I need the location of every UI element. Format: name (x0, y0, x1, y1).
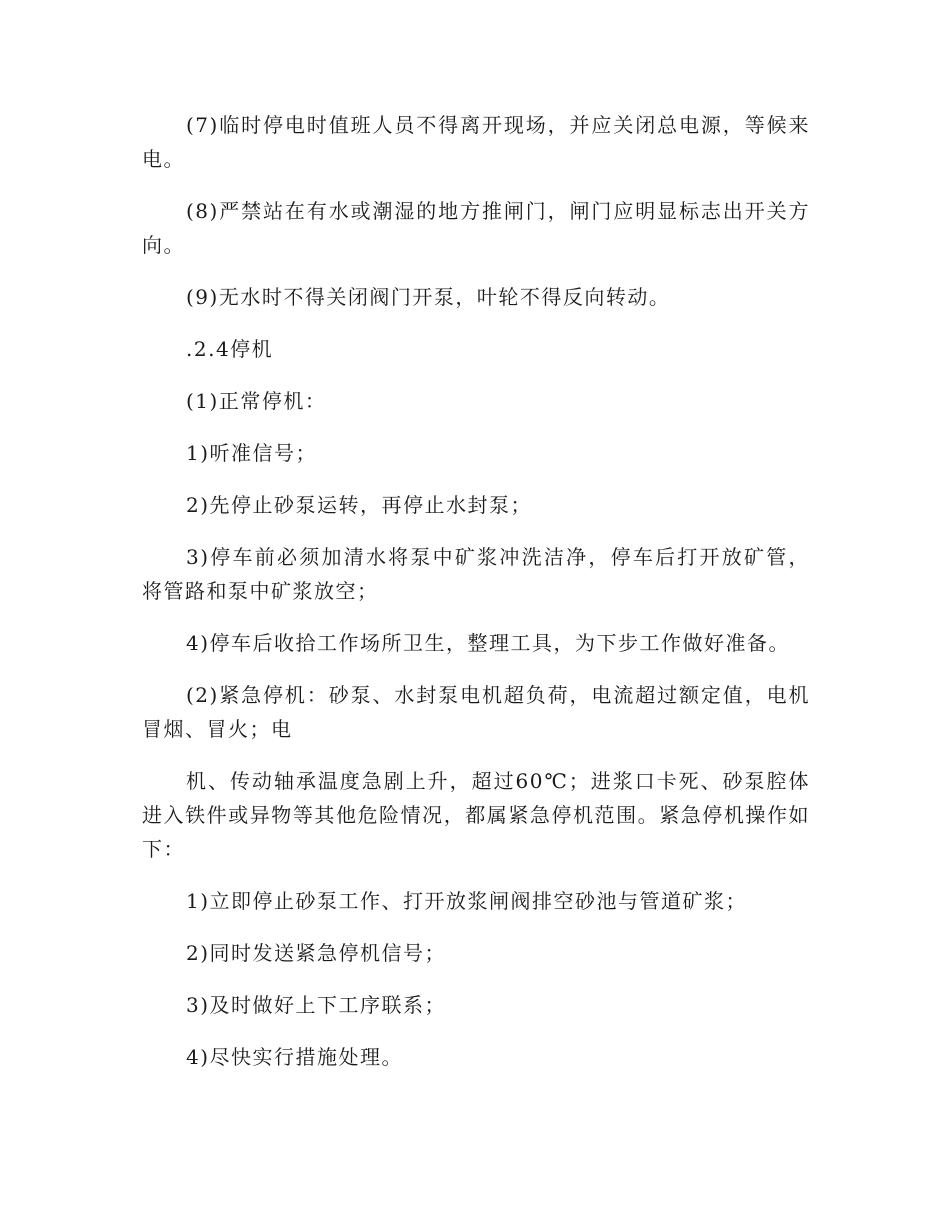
paragraph-emergency-shutdown: (2)紧急停机：砂泵、水封泵电机超负荷，电流超过额定值，电机冒烟、冒火；电 (142, 683, 810, 741)
paragraph-emergency-continued: 机、传动轴承温度急剧上升，超过60℃；进浆口卡死、砂泵腔体进入铁件或异物等其他危险情况，都属紧急停机范围。紧急停机操作如下： (142, 769, 810, 861)
list-item-emergency-2: 2)同时发送紧急停机信号； (186, 941, 447, 965)
list-item-emergency-4: 4)尽快实行措施处理。 (186, 1045, 404, 1069)
list-item-emergency-1: 1)立即停止砂泵工作、打开放浆闸阀排空砂池与管道矿浆； (186, 889, 748, 913)
paragraph-9-no-water: (9)无水时不得关闭阀门开泵，叶轮不得反向转动。 (186, 285, 671, 309)
paragraph-normal-shutdown: (1)正常停机： (186, 389, 327, 413)
document-body (142, 108, 810, 1074)
section-heading-shutdown: .2.4停机 (186, 337, 274, 361)
list-item-emergency-3: 3)及时做好上下工序联系； (186, 993, 447, 1017)
list-item-normal-4: 4)停车后收拾工作场所卫生，整理工具，为下步工作做好准备。 (186, 631, 791, 655)
paragraph-8-gate-safety: (8)严禁站在有水或潮湿的地方推闸门，闸门应明显标志出开关方向。 (142, 199, 810, 257)
list-item-normal-1: 1)听准信号； (186, 441, 318, 465)
list-item-normal-2: 2)先停止砂泵运转，再停止水封泵； (186, 493, 533, 517)
paragraph-7-power-outage: (7)临时停电时值班人员不得离开现场，并应关闭总电源，等候来电。 (142, 113, 810, 171)
list-item-normal-3: 3)停车前必须加清水将泵中矿浆冲洗洁净，停车后打开放矿管，将管路和泵中矿浆放空； (142, 545, 810, 603)
